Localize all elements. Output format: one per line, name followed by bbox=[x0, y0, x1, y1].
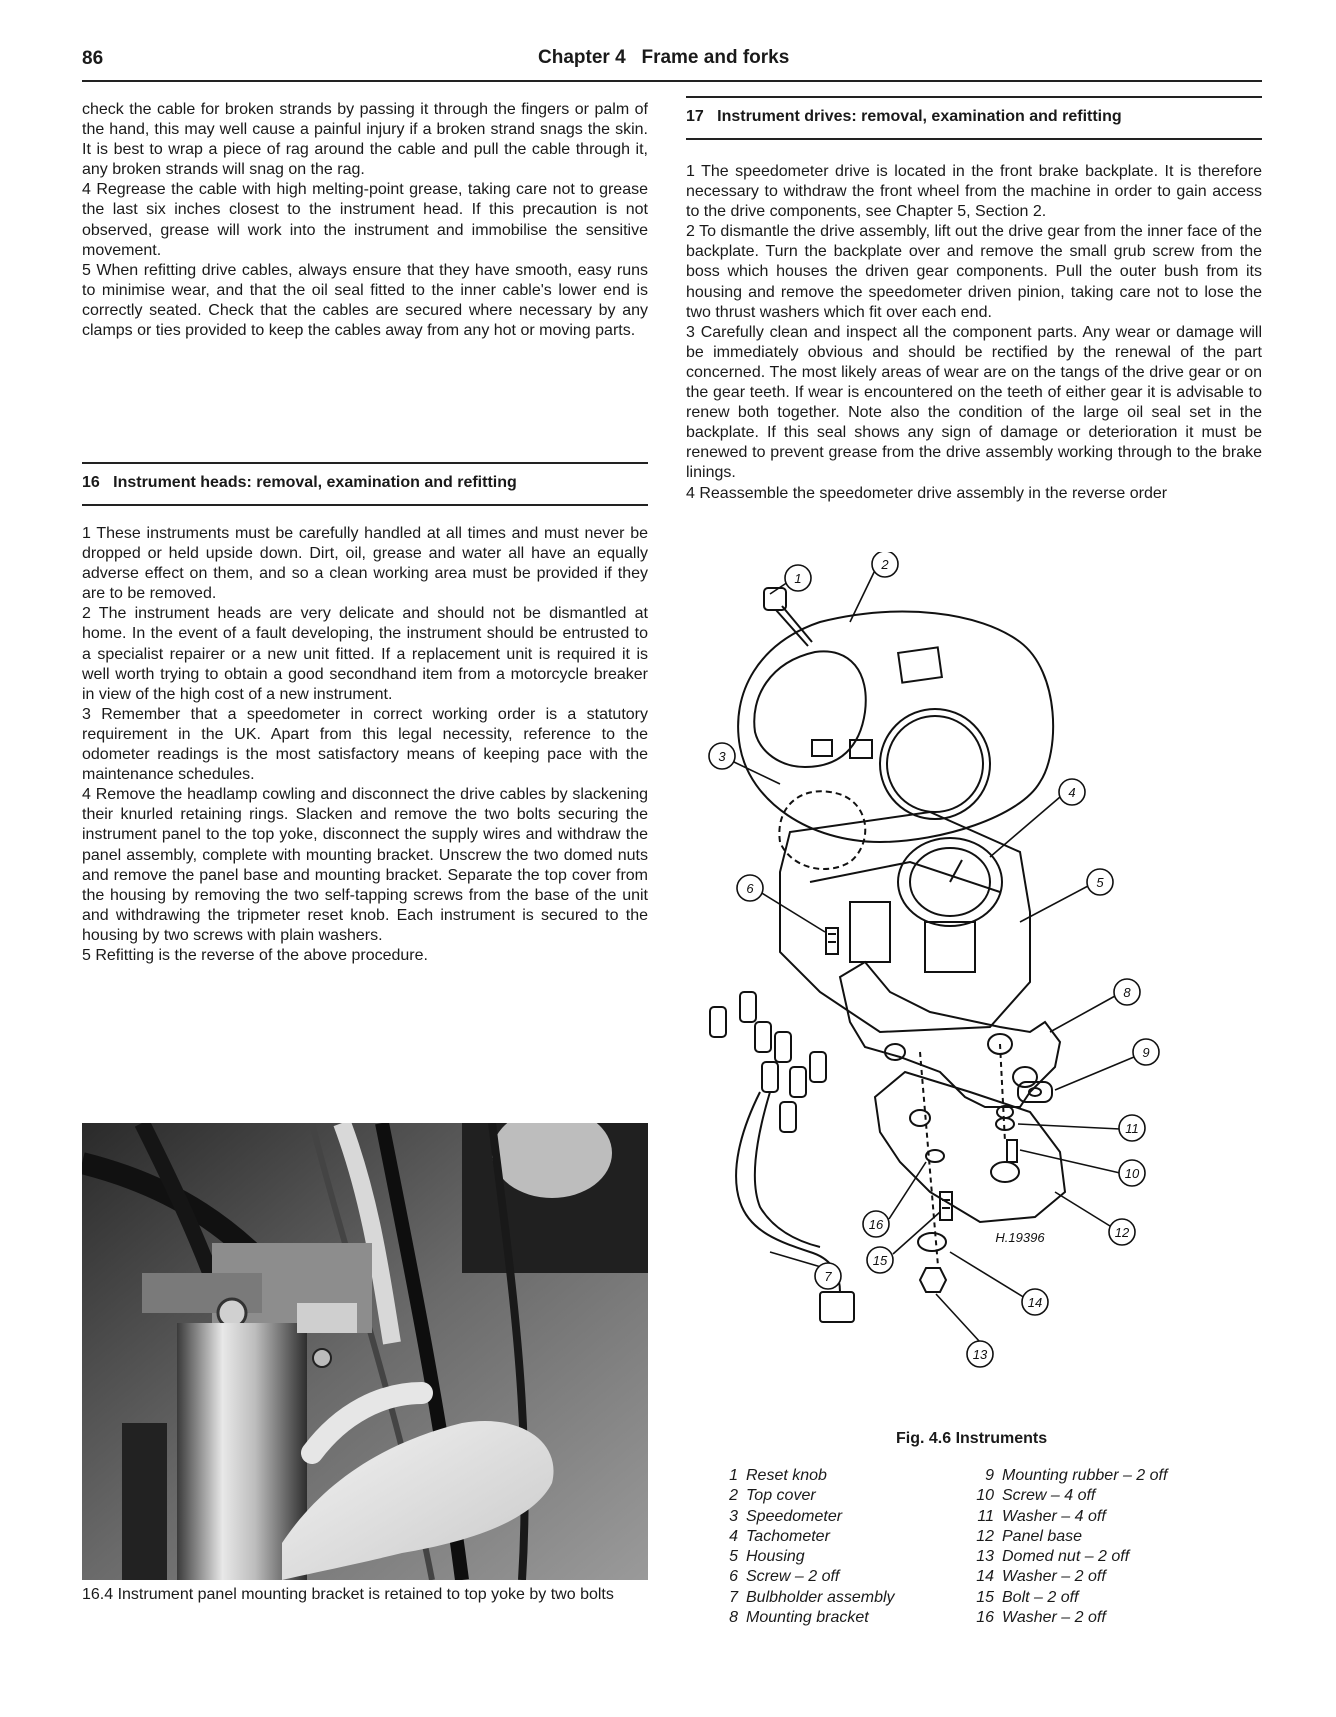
left-top-text bbox=[82, 100, 648, 341]
paragraph: 4 Reassemble the speedometer drive assembly in the reverse order bbox=[686, 484, 1168, 502]
paragraph: 4 Regrease the cable with high melting-point grease, taking care not to grease the last six inches closest to the instrument head. If this precaution is not observed, grease will work into the instrument and immobilise the sensitive movement. bbox=[82, 181, 648, 259]
section-17-title: 17 Instrument drives: removal, examination and refitting bbox=[686, 108, 1122, 125]
photo-illustration bbox=[82, 1123, 648, 1580]
legend-item: 12 Panel base bbox=[976, 1527, 1083, 1545]
callout-10: 10 bbox=[1124, 1166, 1140, 1181]
callout-11: 11 bbox=[1125, 1121, 1139, 1136]
screw-10-part bbox=[1007, 1140, 1017, 1162]
heading-rule-bottom bbox=[82, 504, 648, 506]
callout-4: 4 bbox=[1068, 785, 1076, 800]
section-17-heading bbox=[686, 96, 1262, 140]
paragraph: 2 To dismantle the drive assembly, lift out the drive gear from the inner face of the backplate. Turn the backplate over and remove the small grub screw from the boss which houses the driven gear components. Pull the outer bush from its housing and remove the speedometer driven pinion, taking care not to lose the two thrust washers which fit over each end. bbox=[686, 223, 1262, 321]
exploded-diagram bbox=[700, 552, 1260, 1412]
legend-item: 16 Washer – 2 off bbox=[976, 1609, 1106, 1627]
photo-caption: 16.4 Instrument panel mounting bracket is retained to top yoke by two bolts bbox=[82, 1586, 614, 1603]
callout-16: 16 bbox=[868, 1217, 884, 1232]
top-cover-part bbox=[738, 612, 1053, 842]
screw-part bbox=[826, 928, 838, 954]
legend-item: 2 Top cover bbox=[729, 1487, 816, 1505]
figure-legend-right bbox=[968, 1466, 1167, 1628]
callout-15: 15 bbox=[872, 1253, 888, 1268]
paragraph: 5 When refitting drive cables, always ensure that they have smooth, easy runs to minimise wear, and that the oil seal fitted to the inner cable's lower end is correctly seated. Check that the cables are secured where necessary by any clamps or ties provided to keep the cables away from any hot or moving parts. bbox=[82, 261, 648, 340]
bolt-part bbox=[940, 1192, 952, 1220]
panel-base-part bbox=[875, 1072, 1065, 1222]
tachometer-part bbox=[898, 838, 1002, 972]
section-16-heading bbox=[82, 462, 648, 506]
callout-3: 3 bbox=[718, 749, 726, 764]
legend-item: 6 Screw – 2 off bbox=[729, 1568, 840, 1586]
page-header bbox=[82, 44, 1262, 74]
legend-item: 9 Mounting rubber – 2 off bbox=[985, 1467, 1168, 1484]
paragraph: 3 Carefully clean and inspect all the component parts. Any wear or damage will be immediately obvious and should be rectified by the renewal of the part concerned. The most likely areas of wear are on the tangs of the drive gear or on the gear teeth. If wear is encountered on the teeth of either gear it is advisable to renew both together. Note also the condition of the large oil seal set in the backplate. If this seal shows any sign of damage or deterioration it must be renewed to prevent grease from the drive assembly working through to the brake linings. bbox=[686, 323, 1262, 482]
page-number: 86 bbox=[82, 48, 104, 69]
paragraph: 1 The speedometer drive is located in the front brake backplate. It is therefore necessary to withdraw the front wheel from the machine in order to gain access to the drive components, see Chapter 5, Section 2. bbox=[686, 163, 1262, 221]
legend-item: 7 Bulbholder assembly bbox=[729, 1588, 895, 1606]
heading-rule-top bbox=[82, 462, 648, 464]
drawing-reference: H.19396 bbox=[995, 1230, 1045, 1245]
callout-2: 2 bbox=[881, 557, 889, 572]
washer-14-part bbox=[918, 1233, 946, 1251]
section-16-body bbox=[82, 524, 648, 966]
callout-7: 7 bbox=[824, 1269, 832, 1284]
figure-instruments bbox=[700, 552, 1260, 1412]
paragraph: 4 Remove the headlamp cowling and disconnect the drive cables by slackening their knurled retaining rings. Slacken and remove the two bolts securing the instrument panel to the top yoke, disconnect the supply wires and withdraw the panel assembly, complete with mounting bracket. Unscrew the two domed nuts and remove the panel base and mounting bracket. Separate the top cover from the housing by removing the two self-tapping screws from the base of the unit and withdrawing the tripmeter reset knob. Each instrument is secured to the housing by two screws with plain washers. bbox=[82, 786, 648, 944]
section-16-title: 16 Instrument heads: removal, examination and refitting bbox=[82, 474, 517, 491]
callout-8: 8 bbox=[1123, 985, 1131, 1000]
legend-item: 1 Reset knob bbox=[729, 1467, 827, 1484]
legend-item: 14 Washer – 2 off bbox=[976, 1568, 1106, 1586]
paragraph: 1 These instruments must be carefully handled at all times and must never be dropped or held upside down. Dirt, oil, grease and water all have an equally adverse effect on them, and so a clean working area must be provided if they are to be removed. bbox=[82, 525, 648, 603]
callout-12: 12 bbox=[1114, 1225, 1130, 1240]
mounting-rubber-part bbox=[1018, 1082, 1052, 1102]
callout-5: 5 bbox=[1096, 875, 1104, 890]
paragraph: check the cable for broken strands by passing it through the fingers or palm of the hand, this may well cause a painful injury if a broken strand snags the skin. It is best to wrap a piece of rag around the cable and pull the cable through it, any broken strands will snag on the rag. bbox=[82, 101, 648, 179]
legend-item: 13 Domed nut – 2 off bbox=[976, 1548, 1130, 1566]
heading-rule-top bbox=[686, 96, 1262, 98]
paragraph: 3 Remember that a speedometer in correct working order is a statutory requirement in the UK. Apart from this legal necessity, reference to the odometer readings is the most satisfactory means of keeping pace with the maintenance schedules. bbox=[82, 705, 648, 784]
callout-1: 1 bbox=[794, 571, 802, 586]
legend-item: 11 Washer – 4 off bbox=[977, 1507, 1106, 1525]
figure-legend-left bbox=[712, 1466, 895, 1628]
header-rule bbox=[82, 80, 1262, 82]
legend-item: 8 Mounting bracket bbox=[729, 1609, 869, 1627]
figure-caption: Fig. 4.6 Instruments bbox=[896, 1430, 1048, 1447]
callout-14: 14 bbox=[1027, 1295, 1043, 1310]
callout-6: 6 bbox=[746, 881, 754, 896]
callout-13: 13 bbox=[972, 1347, 988, 1362]
section-17-body bbox=[686, 162, 1262, 504]
legend-item: 4 Tachometer bbox=[729, 1527, 830, 1545]
paragraph: 5 Refitting is the reverse of the above procedure. bbox=[82, 946, 428, 964]
legend-item: 10 Screw – 4 off bbox=[976, 1487, 1096, 1505]
callout-9: 9 bbox=[1142, 1045, 1150, 1060]
domed-nut-part bbox=[920, 1268, 946, 1292]
instrument-panel-photo bbox=[82, 1123, 648, 1580]
legend-item: 3 Speedometer bbox=[729, 1507, 843, 1525]
legend-item: 15 Bolt – 2 off bbox=[976, 1588, 1079, 1606]
legend-item: 5 Housing bbox=[729, 1548, 805, 1566]
heading-rule-bottom bbox=[686, 138, 1262, 140]
chapter-title: Chapter 4 Frame and forks bbox=[538, 47, 790, 68]
paragraph: 2 The instrument heads are very delicate and should not be dismantled at home. In the event of a fault developing, the instrument should be entrusted to a specialist repairer or a new unit fitted. If a replacement unit is required it is well worth trying to obtain a good secondhand item from a motorcycle breaker in view of the high cost of a new instrument. bbox=[82, 605, 648, 703]
